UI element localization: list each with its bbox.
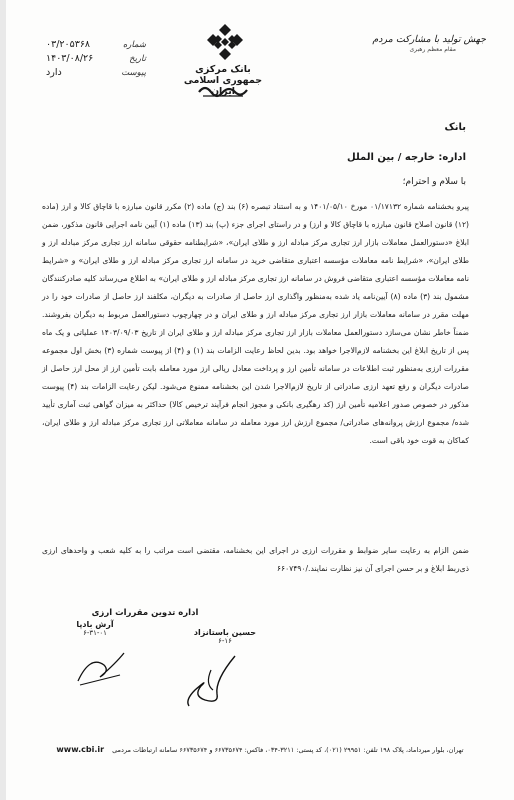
footer [40, 745, 480, 754]
greeting: با سلام و احترام؛ [402, 177, 466, 187]
motto: جهش تولید با مشارکت مردم [372, 34, 486, 45]
motto-source: مقام معظم رهبری [409, 46, 456, 53]
bank-logo-icon [205, 22, 245, 62]
signer-2-code: ۶-۳۱-۰۱ [83, 629, 107, 637]
letter-meta [46, 38, 146, 80]
page-edge [0, 0, 6, 800]
body-paragraph-1: پیرو بخشنامه شماره ۰۱/۱۷۱۳۲ مورخ ۱۴۰۱/۰۵/۱۰ و به استناد تبصره (۶) بند (ج) ماده (۲) مکرر قانون مبارزه با قاچاق کالا و ارز (ماده (۱۲) قانون اصلاح قانون مبارزه با قاچاق کالا و ارز) و در راستای اجرای جزء (پ) بند (۱۳) ماده (۱) آیین نامه اجرایی قانون مذکور، ضمن ابلاغ «دستورالعمل معاملات بازار ارز تجاری مرکز مبادله ارز و طلای ایران»، «شرایطنامه حقوقی سامانه ارز تجاری مرکز مبادله ارز و طلای ایران»، «شرایط نامه معاملات مؤسسه اعتباری متقاضی خرید در سامانه ارز تجاری مرکز مبادله ارز و طلای ایران» و «شرایط نامه معاملات مؤسسه اعتباری متقاضی فروش در سامانه ارز تجاری مرکز مبادله ارز و طلای ایران» به اطلاع می‌رساند کلیه صادرکنندگان مشمول بند (۳) ماده (۸) آیین‌نامه یاد شده به‌منظور واگذاری ارز حاصل از صادرات به دیگران، مکلفند ارز حاصل از صادرات خود را در مهلت مقرر در سامانه معاملات بازار ارز تجاری مرکز مبادله ارز و طلای ایران و در چهارچوب دستورالعمل مربوط به دیگران بفروشند. ضمناً خاطر نشان می‌سازد دستورالعمل معاملات بازار ارز تجاری مرکز مبادله ارز و طلای ایران از تاریخ ۱۴۰۳/۰۹/۰۳ عملیاتی و یک ماه پس از تاریخ ابلاغ این بخشنامه لازم‌الاجرا خواهد بود. بدین لحاظ رعایت الزامات بند (۱) و (۴) از پیوست شماره (۳) بخش اول مجموعه مقررات ارزی به‌منظور ثبت اطلاعات در سامانه تأمین ارز و پرداخت معادل ریالی ارز مورد معامله بابت تأمین ارز از محل ارز حاصل از صادرات دیگران و رفع تعهد ارزی صادراتی از تاریخ لازم‌الاجرا شدن این بخشنامه ممنوع می‌شود. لیکن رعایت الزامات بند (۴) پیوست مذکور در خصوص صدور اعلامیه تأمین ارز (کد رهگیری بانکی و مجوز انجام فرآیند ترخیص کالا) حداکثر به میزان گواهی ثبت آماری تأیید شده/ مجموع ارزش پروانه‌های صادراتی/ مجموع ارزش ارز مورد معامله در سامانه معاملاتی ارز تجاری مرکز مبادله ارز و طلای ایران، کماکان به قوت خود باقی است. [42, 202, 470, 445]
signing-office: اداره تدوین مقررات ارزی [91, 608, 199, 618]
attachment-value: دارد [46, 67, 62, 78]
footer-address: تهران، بلوار میرداماد، پلاک ۱۹۸ تلفن: ۲۹۹۵۱ (۰۲۱)، کد پستی: ۳۲۱۱-۰۳۴، فاکس: ۶۶۷۳۵۶۷۴ و ۶۶۷۳۵۶۷۴ سامانه ارتباطات مردمی [112, 746, 464, 754]
recipient-department: اداره: خارجه / بین الملل [347, 152, 466, 163]
meta-attachment-row [46, 66, 146, 80]
signature-2-image [70, 645, 130, 690]
meta-number-row [46, 38, 146, 52]
date-label: تاریخ [129, 54, 146, 64]
signature-1-image [175, 650, 245, 710]
meta-date-row [46, 52, 146, 66]
letter-number: ۰۳/۲۰۵۳۶۸ [46, 39, 91, 50]
recipient: بانک [444, 122, 466, 133]
attachment-label: پیوست [121, 68, 146, 78]
signer-1 [170, 628, 280, 645]
bank-calligraphy-logo [195, 80, 251, 100]
footer-website: www.cbi.ir [56, 745, 105, 754]
signer-2-name: آرش بادپا [76, 620, 114, 629]
bank-name: بانک مرکزی جمهوری اسلامی ایران [183, 64, 263, 97]
signer-2 [60, 620, 130, 637]
signer-1-name: حسین باستانزاد [193, 628, 257, 637]
signer-1-code: ۶-۱۶ [218, 637, 232, 645]
letter-date: ۱۴۰۳/۰۸/۲۶ [46, 53, 94, 64]
body-paragraph-2: ضمن الزام به رعایت سایر ضوابط و مقررات ارزی در اجرای این بخشنامه، مقتضی است مراتب را به کلیه شعب و واحدهای ارزی ذی‌ربط ابلاغ و بر حسن اجرای آن نیز نظارت نمایند./۶۶۰۷۴۹۰ [42, 546, 469, 573]
number-label: شماره [122, 40, 146, 50]
